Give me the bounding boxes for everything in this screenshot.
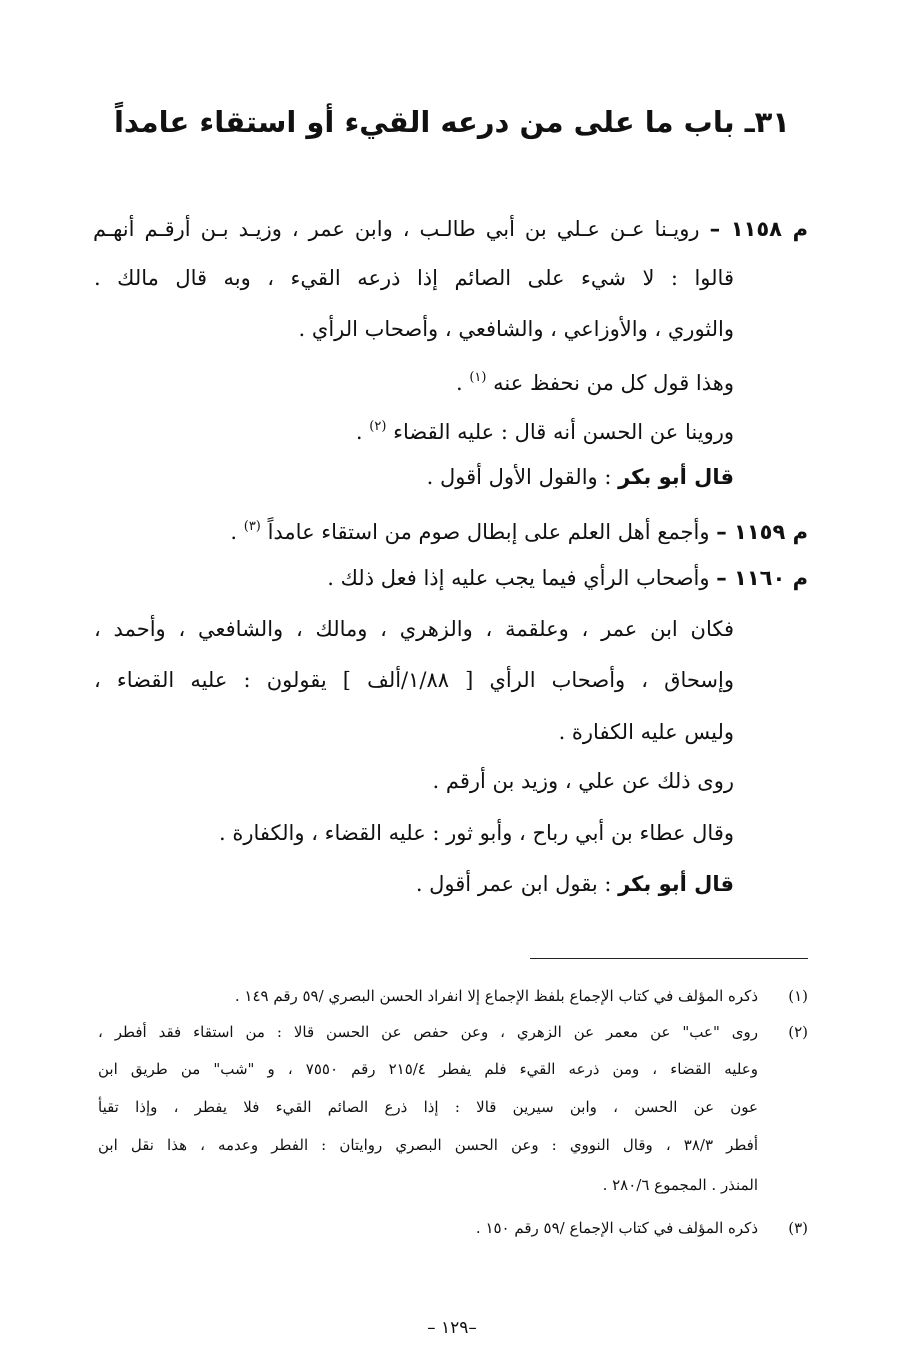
footnote-ref: (١) (469, 370, 487, 385)
entry-number: م ١١٦٠ – (716, 566, 808, 590)
footnote-number: (١) (788, 987, 808, 1005)
abu-bakr-statement (94, 868, 734, 900)
entry-1158-line-5 (94, 411, 734, 448)
entry-number: م ١١٥٨ – (709, 217, 809, 241)
footnote-2-line-2: وعليه القضاء ، ومن ذرعه القيء فلم يفطر ٢١٥/٤ رقم ٧٥٥٠ ، و "شب" من طريق ابن (98, 1060, 758, 1078)
period: . (455, 371, 463, 395)
page-title: ٣١ـ باب ما على من درعه القيء أو استقاء عامداً (113, 105, 791, 139)
abu-bakr-statement (94, 461, 734, 493)
entry-text: وأصحاب الرأي فيما يجب عليه إذا فعل ذلك . (327, 566, 710, 590)
entry-1160-line-1 (93, 562, 808, 594)
footnote-ref: (٣) (243, 519, 261, 534)
entry-1158-line-2: قالوا : لا شيء على الصائم إذا ذرعه القيء ، وبه قال مالك . (94, 266, 734, 290)
footnote-ref: (٢) (369, 419, 387, 434)
entry-1160-line-5: روى ذلك عن علي ، وزيد بن أرقم . (432, 769, 734, 793)
abu-bakr-text: : والقول الأول أقول . (426, 465, 612, 489)
entry-1158-line-3: والثوري ، والأوزاعي ، والشافعي ، وأصحاب الرأي . (298, 317, 734, 341)
footnote-1-line-1: ذكره المؤلف في كتاب الإجماع بلفظ الإجماع إلا انفراد الحسن البصري /٥٩ رقم ١٤٩ . (234, 987, 758, 1005)
entry-text: وهذا قول كل من نحفظ عنه (493, 371, 734, 395)
entry-number: م ١١٥٩ – (716, 520, 808, 544)
footnote-2-line-4: أفطر ٣٨/٣ ، وقال النووي : وعن الحسن البصري روايتان : الفطر وعدمه ، هذا نقل ابن (98, 1136, 759, 1154)
footnote-2-line-1: روى "عب" عن معمر عن الزهري ، وعن حفص عن الحسن قالا : من استقاء فقد أفطر ، (98, 1023, 758, 1041)
footnote-2-line-3: عون عن الحسن ، وابن سيرين قالا : إذا ذرع الصائم القيء فلا يفطر ، وإذا تقيأ (98, 1098, 758, 1116)
period: . (230, 520, 238, 544)
period: . (355, 420, 363, 444)
entry-1159-line-1 (93, 511, 808, 548)
entry-1158-line-1 (93, 213, 808, 245)
abu-bakr-label: قال أبو بكر (618, 872, 734, 896)
entry-text: وروينا عن الحسن أنه قال : عليه القضاء (393, 420, 734, 444)
entry-1160-line-4: وليس عليه الكفارة . (558, 720, 734, 744)
footnote-number: (٢) (788, 1023, 808, 1041)
footnote-separator (530, 958, 808, 959)
abu-bakr-label: قال أبو بكر (618, 465, 734, 489)
footnote-number: (٣) (788, 1219, 808, 1237)
entry-text: وأجمع أهل العلم على إبطال صوم من استقاء عامداً (267, 520, 710, 544)
entry-1158-line-4 (94, 362, 734, 399)
entry-text: رويـنا عـن عـلي بن أبي طالـب ، وابن عمر ، وزيـد بـن أرقـم أنهـم (93, 217, 700, 241)
footnote-3-line-1: ذكره المؤلف في كتاب الإجماع /٥٩ رقم ١٥٠ . (475, 1219, 758, 1237)
entry-1160-line-3: وإسحاق ، وأصحاب الرأي [ ١/٨٨/ألف ] يقولون : عليه القضاء ، (94, 668, 734, 692)
page-number: –١٢٩ – (427, 1318, 477, 1338)
abu-bakr-text: : بقول ابن عمر أقول . (415, 872, 612, 896)
entry-1160-line-6: وقال عطاء بن أبي رباح ، وأبو ثور : عليه القضاء ، والكفارة . (219, 821, 734, 845)
entry-1160-line-2: فكان ابن عمر ، وعلقمة ، والزهري ، ومالك ، والشافعي ، وأحمد ، (94, 617, 734, 641)
footnote-2-line-5: المنذر . المجموع ٢٨٠/٦ . (602, 1176, 758, 1194)
